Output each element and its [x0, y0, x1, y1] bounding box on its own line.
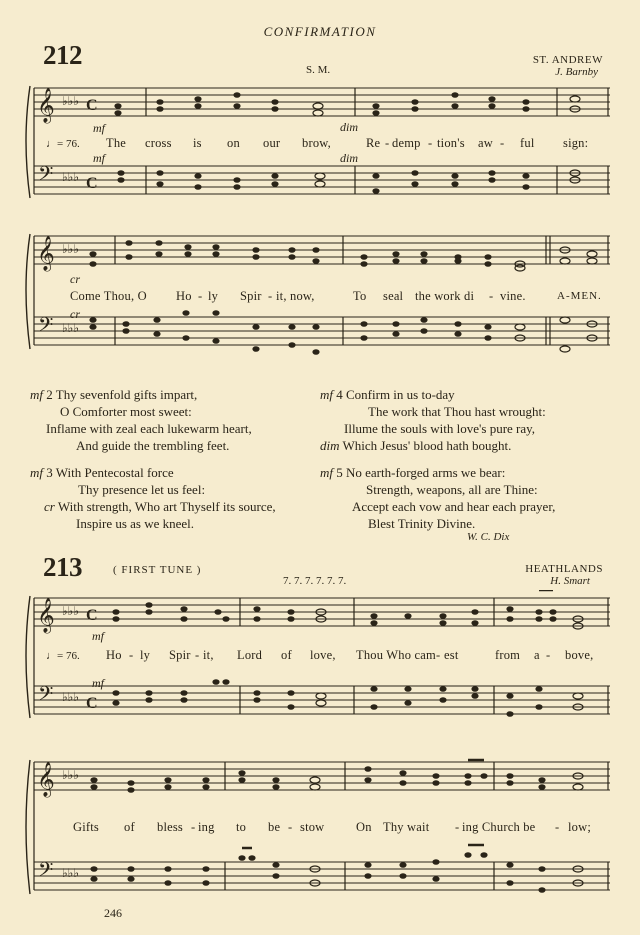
- lyric-syllable: to: [236, 820, 247, 834]
- verse-mark: mf: [320, 387, 333, 402]
- tempo-marking: ♩= 76.: [46, 138, 80, 150]
- lyric-syllable: Gifts: [73, 820, 99, 834]
- lyric-syllable: -: [455, 820, 460, 834]
- hymn-213-composer: H. Smart: [550, 575, 590, 587]
- lyric-syllable: demp: [392, 136, 421, 150]
- verse-line: Which Jesus' blood hath bought.: [342, 438, 512, 453]
- page-number: 246: [104, 906, 122, 920]
- lyric-syllable: -: [268, 289, 273, 303]
- lyric-syllable: Lord: [237, 648, 263, 662]
- lyric-syllable: be: [268, 820, 281, 834]
- lyric-syllable: Spir: [240, 289, 262, 303]
- verse-line: Illume the souls with love's pure ray,: [344, 421, 536, 436]
- lyric-syllable: -: [385, 136, 390, 150]
- dynamic-dim: dim: [340, 120, 358, 134]
- lyric-syllable: -: [489, 289, 494, 303]
- verse-mark: mf: [320, 465, 333, 480]
- lyric-syllable: on: [227, 136, 240, 150]
- lyric-syllable: it, now,: [276, 289, 315, 303]
- verse-line: Inflame with zeal each lukewarm heart,: [46, 421, 252, 436]
- lyric-syllable: the work di: [415, 289, 475, 303]
- lyric-syllable: of: [281, 648, 292, 662]
- lyric-syllable: a: [534, 648, 540, 662]
- verse-3: [30, 464, 330, 532]
- hymn-213-subtitle: ( FIRST TUNE ): [113, 564, 202, 576]
- lyric-syllable: seal: [383, 289, 404, 303]
- tempo-value: = 76.: [57, 650, 80, 662]
- verse-line: Thy presence let us feel:: [78, 482, 206, 497]
- lyric-syllable: of: [124, 820, 135, 834]
- svg-text:C: C: [86, 607, 98, 624]
- hymn-213-tune-name: HEATHLANDS: [525, 563, 603, 575]
- dynamic-mf-bass: mf: [93, 151, 105, 165]
- verse-line: Inspire us as we kneel.: [76, 516, 195, 531]
- verse-line: O Comforter most sweet:: [60, 404, 192, 419]
- verse-mark: mf: [30, 465, 43, 480]
- hymn-212-author: W. C. Dix: [467, 531, 510, 543]
- svg-text:𝄞: 𝄞: [37, 762, 55, 797]
- verse-line: No earth-forged arms we bear:: [346, 465, 506, 480]
- svg-text:♭♭♭: ♭♭♭: [62, 242, 79, 256]
- hymn-213-meter: 7. 7. 7. 7. 7. 7.: [283, 575, 347, 587]
- svg-text:𝄢: 𝄢: [38, 313, 54, 341]
- verse-line: With strength, Who art Thyself its source,: [57, 499, 276, 514]
- lyric-syllable: Come Thou, O: [70, 289, 147, 303]
- lyric-syllable: bless: [157, 820, 183, 834]
- verse-line: The work that Thou hast wrought:: [368, 404, 546, 419]
- svg-text:𝄢: 𝄢: [38, 682, 54, 710]
- verse-line: Confirm in us to-day: [346, 387, 455, 402]
- verse-line: Thy sevenfold gifts impart,: [55, 387, 198, 402]
- verse-line: Blest Trinity Divine.: [368, 516, 476, 531]
- dynamic-mf-bass: mf: [92, 676, 104, 690]
- lyric-syllable: aw: [478, 136, 493, 150]
- dynamic-dim-bass: dim: [340, 151, 358, 165]
- verse-mark: mf: [30, 387, 43, 402]
- verse-number: 4: [336, 387, 343, 402]
- hymn-212-tune-name: ST. ANDREW: [532, 54, 603, 66]
- lyric-syllable: Ho: [176, 289, 192, 303]
- verse-mark: cr: [44, 499, 55, 514]
- lyric-syllable: love,: [310, 648, 336, 662]
- lyric-syllable: vine.: [500, 289, 526, 303]
- lyric-syllable: Re: [366, 136, 381, 150]
- svg-text:♭♭♭: ♭♭♭: [62, 170, 79, 184]
- hymn-212-meter: S. M.: [306, 64, 331, 76]
- lyric-syllable: cross: [145, 136, 172, 150]
- lyric-syllable: Ho: [106, 648, 122, 662]
- svg-text:C: C: [86, 97, 98, 114]
- lyric-syllable: tion's: [437, 136, 465, 150]
- lyric-syllable: On: [356, 820, 372, 834]
- svg-text:𝄞: 𝄞: [37, 88, 55, 123]
- svg-text:♭♭♭: ♭♭♭: [62, 690, 79, 704]
- hymn-212-composer: J. Barnby: [555, 66, 598, 78]
- lyric-syllable: -: [500, 136, 505, 150]
- verse-line: Accept each vow and hear each prayer,: [352, 499, 556, 514]
- lyric-syllable: is: [193, 136, 202, 150]
- lyric-syllable: -: [428, 136, 433, 150]
- verse-number: 3: [46, 465, 53, 480]
- hymn-number-212: 212: [43, 40, 82, 70]
- svg-text:♭♭♭: ♭♭♭: [62, 768, 79, 782]
- lyric-syllable: low;: [568, 820, 592, 834]
- lyric-syllable: bove,: [565, 648, 594, 662]
- svg-text:♭♭♭: ♭♭♭: [62, 604, 79, 618]
- lyric-syllable: To: [353, 289, 367, 303]
- verse-5: [320, 464, 620, 532]
- lyric-syllable: Thy wait: [383, 820, 430, 834]
- amen-label: A-MEN.: [557, 290, 602, 302]
- lyric-syllable: -: [198, 289, 203, 303]
- verse-number: 5: [336, 465, 343, 480]
- verse-number: 2: [46, 387, 53, 402]
- lyric-syllable: est: [444, 648, 459, 662]
- svg-text:𝄞: 𝄞: [37, 598, 55, 633]
- lyric-syllable: stow: [300, 820, 325, 834]
- lyric-syllable: ful: [520, 136, 535, 150]
- svg-text:C: C: [86, 695, 98, 712]
- svg-text:♭♭♭: ♭♭♭: [62, 866, 79, 880]
- lyric-syllable: -: [436, 648, 441, 662]
- dynamic-cr-bass: cr: [70, 307, 80, 321]
- lyric-syllable: ing Church be: [462, 820, 536, 834]
- hymn-number-213: 213: [43, 552, 82, 582]
- lyric-syllable: The: [106, 136, 127, 150]
- lyric-syllable: Thou Who cam: [356, 648, 436, 662]
- dynamic-mf: mf: [92, 629, 104, 643]
- verse-4: [320, 386, 620, 454]
- svg-text:𝄞: 𝄞: [37, 236, 55, 271]
- lyric-syllable: ing: [198, 820, 215, 834]
- dynamic-cr: cr: [70, 272, 80, 286]
- verse-line: And guide the trembling feet.: [76, 438, 230, 453]
- dynamic-mf: mf: [93, 121, 105, 135]
- svg-text:♭♭♭: ♭♭♭: [62, 321, 79, 335]
- lyric-syllable: -: [129, 648, 134, 662]
- lyric-syllable: from: [495, 648, 521, 662]
- lyric-syllable: ly: [208, 289, 219, 303]
- tempo-marking: ♩= 76.: [46, 650, 80, 662]
- svg-text:C: C: [86, 175, 98, 192]
- lyric-syllable: -: [546, 648, 551, 662]
- svg-text:♭♭♭: ♭♭♭: [62, 94, 79, 108]
- verse-line: With Pentecostal force: [55, 465, 174, 480]
- verse-2: [30, 386, 330, 454]
- lyric-syllable: -: [288, 820, 293, 834]
- lyric-syllable: ly: [140, 648, 151, 662]
- running-head: CONFIRMATION: [263, 24, 377, 39]
- lyric-syllable: -: [191, 820, 196, 834]
- lyric-syllable: our: [263, 136, 281, 150]
- svg-text:𝄢: 𝄢: [38, 162, 54, 190]
- lyric-syllable: -: [555, 820, 560, 834]
- verse-line: Strength, weapons, all are Thine:: [366, 482, 538, 497]
- lyric-syllable: Spir: [169, 648, 191, 662]
- verse-mark: dim: [320, 438, 340, 453]
- lyric-syllable: sign:: [563, 136, 589, 150]
- lyric-syllable: -: [195, 648, 200, 662]
- lyric-syllable: brow,: [302, 136, 332, 150]
- tempo-value: = 76.: [57, 138, 80, 150]
- svg-text:𝄢: 𝄢: [38, 858, 54, 886]
- lyric-syllable: it,: [203, 648, 214, 662]
